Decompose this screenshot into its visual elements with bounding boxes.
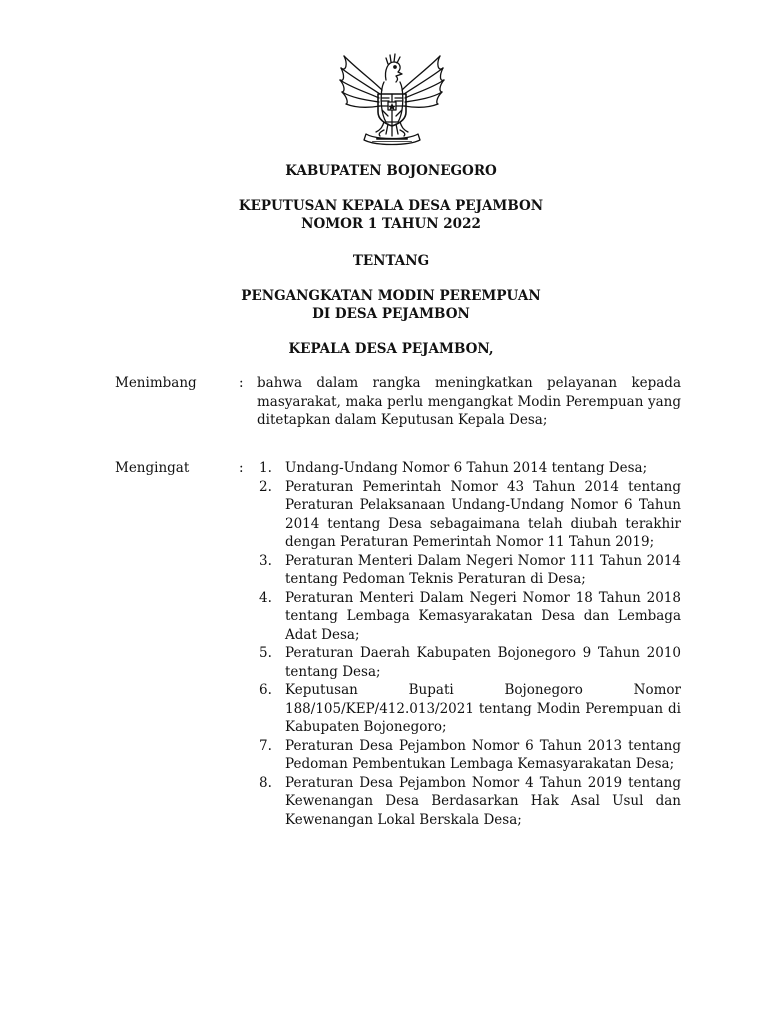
list-item-number: 8. bbox=[259, 774, 272, 791]
decree-title: KEPUTUSAN KEPALA DESA PEJAMBON bbox=[238, 198, 544, 214]
mengingat-label: Mengingat bbox=[115, 460, 190, 476]
list-item-text: Keputusan Bupati Bojonegoro Nomor 188/105/KEP/412.013/2021 tentang Modin Perempuan di Kabupaten Bojonegoro; bbox=[285, 682, 681, 735]
garuda-pancasila-emblem-icon bbox=[336, 50, 448, 148]
list-item bbox=[257, 552, 681, 589]
menimbang-colon: : bbox=[239, 375, 244, 391]
menimbang-text: bahwa dalam rangka meningkatkan pelayanan kepada masyarakat, maka perlu mengangkat Modin Perempuan yang ditetapkan dalam Keputusan Kepala Desa; bbox=[257, 375, 681, 428]
list-item bbox=[257, 459, 681, 478]
list-item-number: 3. bbox=[259, 552, 272, 569]
list-item-number: 4. bbox=[259, 589, 272, 606]
mengingat-list bbox=[257, 459, 681, 829]
list-item-text: Peraturan Desa Pejambon Nomor 6 Tahun 2013 tentang Pedoman Pembentukan Lembaga Kemasyarakatan Desa; bbox=[285, 737, 681, 772]
authority-heading: KEPALA DESA PEJAMBON, bbox=[288, 341, 494, 357]
list-item-number: 1. bbox=[259, 460, 272, 476]
decree-number: NOMOR 1 TAHUN 2022 bbox=[301, 216, 481, 232]
about-heading: TENTANG bbox=[352, 253, 430, 269]
list-item bbox=[257, 589, 681, 645]
list-item bbox=[257, 644, 681, 681]
list-item-number: 5. bbox=[259, 645, 272, 661]
list-item-number: 7. bbox=[259, 737, 272, 754]
list-item-text: Undang-Undang Nomor 6 Tahun 2014 tentang Desa; bbox=[285, 460, 648, 476]
subject-line-2: DI DESA PEJAMBON bbox=[312, 306, 470, 322]
list-item bbox=[257, 774, 681, 830]
list-item bbox=[257, 737, 681, 774]
list-item bbox=[257, 478, 681, 552]
list-item-text: Peraturan Daerah Kabupaten Bojonegoro 9 Tahun 2010 tentang Desa; bbox=[285, 645, 681, 680]
subject-line-1: PENGANGKATAN MODIN PEREMPUAN bbox=[241, 288, 541, 304]
list-item-text: Peraturan Pemerintah Nomor 43 Tahun 2014 tentang Peraturan Pelaksanaan Undang-Undang Nomor 6 Tahun 2014 tentang Desa sebagaimana telah diubah terakhir dengan Peraturan Pemerintah Nomor 11 Tahun 2019; bbox=[285, 478, 681, 550]
mengingat-colon: : bbox=[239, 460, 244, 476]
list-item-number: 6. bbox=[259, 682, 272, 698]
list-item-number: 2. bbox=[259, 478, 272, 495]
menimbang-label: Menimbang bbox=[115, 375, 197, 391]
list-item-text: Peraturan Menteri Dalam Negeri Nomor 18 Tahun 2018 tentang Lembaga Kemasyarakatan Desa dan Lembaga Adat Desa; bbox=[285, 589, 681, 643]
list-item bbox=[257, 681, 681, 737]
regency-title: KABUPATEN BOJONEGORO bbox=[285, 163, 497, 179]
list-item-text: Peraturan Menteri Dalam Negeri Nomor 111 Tahun 2014 tentang Pedoman Teknis Peraturan di Desa; bbox=[285, 552, 681, 587]
list-item-text: Peraturan Desa Pejambon Nomor 4 Tahun 2019 tentang Kewenangan Desa Berdasarkan Hak Asal Usul dan Kewenangan Lokal Berskala Desa; bbox=[285, 774, 681, 828]
